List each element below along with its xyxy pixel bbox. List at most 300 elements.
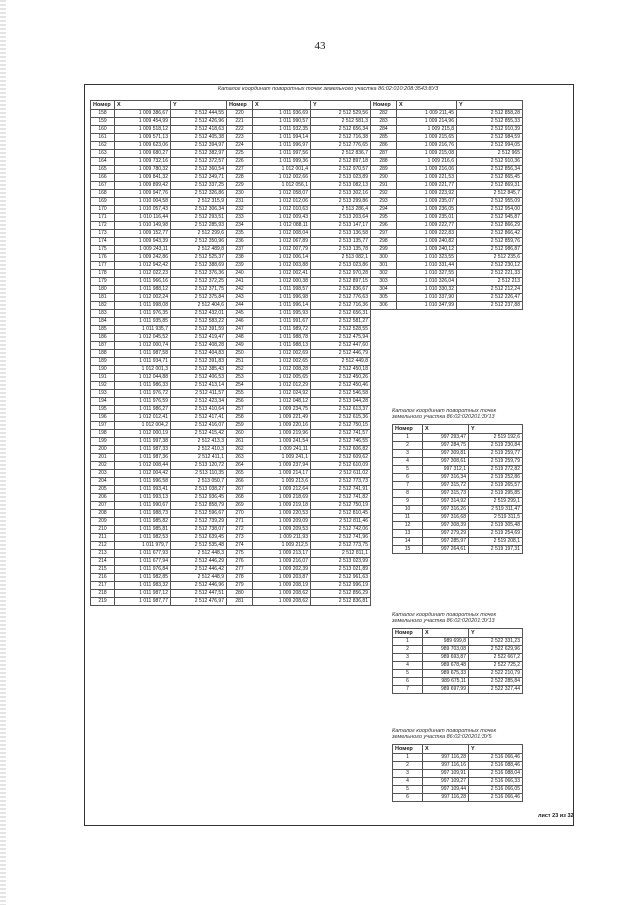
table-row xyxy=(91,270,227,278)
y-coordinate-cell: 2 512 413,14 xyxy=(171,382,227,390)
point-number-cell: 253 xyxy=(227,374,253,382)
x-coordinate-cell: 989 678,48 xyxy=(423,662,469,670)
y-coordinate-cell: 2 512 910,36 xyxy=(457,158,523,166)
table-row xyxy=(91,230,227,238)
y-coordinate-cell: 2 512 945,87 xyxy=(457,214,523,222)
x-coordinate-cell: 1 009 899,42 xyxy=(115,182,171,190)
y-coordinate-cell: 2 512 936,45 xyxy=(171,494,227,502)
table-row xyxy=(393,466,523,474)
point-number-cell: 242 xyxy=(227,286,253,294)
point-number-cell: 245 xyxy=(227,310,253,318)
table-c-caption: Каталог координат поворотных точек земельного участка 86:02:020201:ЗУ13 xyxy=(392,612,497,624)
x-coordinate-cell: 1 009 216,06 xyxy=(397,166,457,174)
x-coordinate-cell: 1 010 004,58 xyxy=(115,198,171,206)
y-coordinate-cell: 2 513 203,64 xyxy=(311,214,371,222)
x-coordinate-cell: 989 703,08 xyxy=(423,646,469,654)
point-number-cell: 260 xyxy=(227,430,253,438)
table-b-caption: Каталог координат поворотных точек земельного участка 86:02:020201:ЗУ13 xyxy=(392,408,497,420)
point-number-cell: 238 xyxy=(227,254,253,262)
point-number-cell: 15 xyxy=(393,546,423,554)
table-row xyxy=(91,430,227,438)
header-row xyxy=(393,745,523,754)
y-coordinate-cell: 2 516 066,33 xyxy=(469,778,523,786)
x-coordinate-cell: 1 009 223,92 xyxy=(397,190,457,198)
x-coordinate-cell: 997 308,61 xyxy=(423,458,469,466)
x-coordinate-cell: 997 315,73 xyxy=(423,490,469,498)
y-coordinate-cell: 2 512 581,27 xyxy=(311,318,371,326)
point-number-cell: 4 xyxy=(393,662,423,670)
x-coordinate-cell: 1 011 995,93 xyxy=(253,310,311,318)
point-number-cell: 204 xyxy=(91,478,115,486)
x-coordinate-cell: 1 009 213,17 xyxy=(253,550,311,558)
point-number-cell: 184 xyxy=(91,318,115,326)
table-row xyxy=(91,590,227,598)
table-row xyxy=(227,166,371,174)
table-row xyxy=(227,414,371,422)
y-coordinate-cell: 2 512 897,18 xyxy=(311,158,371,166)
x-coordinate-cell: 1 009 222,77 xyxy=(397,222,457,230)
table-row xyxy=(371,214,523,222)
table-row xyxy=(91,494,227,502)
table-row xyxy=(393,670,523,678)
table-row xyxy=(227,206,371,214)
table-row xyxy=(227,110,371,118)
x-coordinate-cell: 1 011 988,73 xyxy=(115,510,171,518)
y-coordinate-cell: 2 512 447,60 xyxy=(311,342,371,350)
y-coordinate-cell: 2 512 613,37 xyxy=(311,406,371,414)
y-coordinate-cell: 2 512 750,15 xyxy=(311,422,371,430)
col-header-number: Номер xyxy=(91,101,115,110)
table-row xyxy=(227,390,371,398)
x-coordinate-cell: 1 009 219,18 xyxy=(253,502,311,510)
x-coordinate-cell: 1 012 001,4 xyxy=(253,166,311,174)
point-number-cell: 244 xyxy=(227,302,253,310)
x-coordinate-cell: 1 009 221,53 xyxy=(397,174,457,182)
x-coordinate-cell: 1 010 116,44 xyxy=(115,214,171,222)
table-row xyxy=(371,302,523,310)
coord-table-1 xyxy=(90,100,227,606)
x-coordinate-cell: 1 011 976,59 xyxy=(115,398,171,406)
x-coordinate-cell: 1 009 203,87 xyxy=(253,574,311,582)
y-coordinate-cell: 2 512 986,87 xyxy=(457,246,523,254)
y-coordinate-cell: 2 519 299,1 xyxy=(469,498,523,506)
point-number-cell: 265 xyxy=(227,470,253,478)
y-coordinate-cell: 2 512 856,29 xyxy=(311,590,371,598)
point-number-cell: 233 xyxy=(227,214,253,222)
y-coordinate-cell: 2 512 897,15 xyxy=(311,278,371,286)
x-coordinate-cell: 1 009 211,93 xyxy=(253,534,311,542)
y-coordinate-cell: 2 512 954,00 xyxy=(457,206,523,214)
point-number-cell: 288 xyxy=(371,158,397,166)
y-coordinate-cell: 2 512 385,43 xyxy=(171,366,227,374)
x-coordinate-cell: 1 012 000,19 xyxy=(115,430,171,438)
table-row xyxy=(91,158,227,166)
y-coordinate-cell: 2 512 776,65 xyxy=(311,142,371,150)
table-row xyxy=(91,390,227,398)
y-coordinate-cell: 2 512 489,8 xyxy=(171,246,227,254)
point-number-cell: 168 xyxy=(91,190,115,198)
x-coordinate-cell: 1 009 518,12 xyxy=(115,126,171,134)
y-coordinate-cell: 2 513 410,64 xyxy=(171,406,227,414)
x-coordinate-cell: 1 011 932,35 xyxy=(253,126,311,134)
x-coordinate-cell: 1 011 988,13 xyxy=(253,342,311,350)
table-row xyxy=(227,502,371,510)
point-number-cell: 272 xyxy=(227,526,253,534)
table-row xyxy=(371,166,523,174)
table-row xyxy=(227,446,371,454)
y-coordinate-cell: 2 512 306,34 xyxy=(171,206,227,214)
y-coordinate-cell: 2 512 404,6 xyxy=(171,302,227,310)
table-row xyxy=(91,478,227,486)
table-row xyxy=(91,366,227,374)
y-coordinate-cell: 2 519 259,77 xyxy=(469,450,523,458)
x-coordinate-cell: 1 010 323,55 xyxy=(397,254,457,262)
y-coordinate-cell: 2 513 147,17 xyxy=(311,222,371,230)
x-coordinate-cell: 1 012 012,29 xyxy=(253,382,311,390)
col-header-x: X xyxy=(423,425,469,434)
table-row xyxy=(393,530,523,538)
table-row xyxy=(91,438,227,446)
table-row xyxy=(91,358,227,366)
x-coordinate-cell: 1 011 996,98 xyxy=(253,294,311,302)
x-coordinate-cell: 1 012 010,63 xyxy=(253,206,311,214)
y-coordinate-cell: 2 513 110,35 xyxy=(171,470,227,478)
x-coordinate-cell: 1 012 044,88 xyxy=(115,374,171,382)
table-row xyxy=(227,294,371,302)
table-row xyxy=(91,126,227,134)
x-coordinate-cell: 1 010 057,43 xyxy=(115,206,171,214)
x-coordinate-cell: 1 010 337,90 xyxy=(397,294,457,302)
x-coordinate-cell: 1 009 209,09 xyxy=(253,518,311,526)
x-coordinate-cell: 1 012 067,89 xyxy=(253,238,311,246)
header-row xyxy=(371,101,523,110)
col-header-y: Y xyxy=(469,425,523,434)
table-row xyxy=(227,550,371,558)
x-coordinate-cell: 1 009 680,27 xyxy=(115,150,171,158)
x-coordinate-cell: 1 011 990,67 xyxy=(115,502,171,510)
point-number-cell: 5 xyxy=(393,466,423,474)
table-row xyxy=(393,770,523,778)
table-row xyxy=(91,174,227,182)
point-number-cell: 295 xyxy=(371,214,397,222)
table-row xyxy=(393,794,523,802)
x-coordinate-cell: 1 009 212,64 xyxy=(253,486,311,494)
point-number-cell: 3 xyxy=(393,450,423,458)
y-coordinate-cell: 2 512 475,94 xyxy=(311,334,371,342)
x-coordinate-cell: 997 109,91 xyxy=(423,770,469,778)
x-coordinate-cell: 1 009 235,01 xyxy=(397,214,457,222)
point-number-cell: 250 xyxy=(227,350,253,358)
table-row xyxy=(393,482,523,490)
point-number-cell: 290 xyxy=(371,174,397,182)
y-coordinate-cell: 2 512 869,31 xyxy=(457,182,523,190)
x-coordinate-cell: 1 009 209,53 xyxy=(253,526,311,534)
x-coordinate-cell: 1 010 326,04 xyxy=(397,278,457,286)
point-number-cell: 254 xyxy=(227,382,253,390)
point-number-cell: 161 xyxy=(91,134,115,142)
x-coordinate-cell: 1 012 004,2 xyxy=(115,422,171,430)
point-number-cell: 234 xyxy=(227,222,253,230)
table-row xyxy=(227,326,371,334)
x-coordinate-cell: 997 279,29 xyxy=(423,530,469,538)
point-number-cell: 209 xyxy=(91,518,115,526)
y-coordinate-cell: 2 512 810,45 xyxy=(311,510,371,518)
table-row xyxy=(393,498,523,506)
col-header-y: Y xyxy=(171,101,227,110)
point-number-cell: 305 xyxy=(371,294,397,302)
y-coordinate-cell: 2 512 811,46 xyxy=(311,518,371,526)
table-row xyxy=(227,558,371,566)
point-number-cell: 196 xyxy=(91,414,115,422)
x-coordinate-cell: 1 012 007,79 xyxy=(253,246,311,254)
x-coordinate-cell: 997 284,75 xyxy=(423,442,469,450)
table-row xyxy=(227,270,371,278)
point-number-cell: 175 xyxy=(91,246,115,254)
point-number-cell: 190 xyxy=(91,366,115,374)
x-coordinate-cell: 1 009 222,83 xyxy=(397,230,457,238)
table-row xyxy=(393,646,523,654)
col-header-x: X xyxy=(115,101,171,110)
y-coordinate-cell: 2 522 285,84 xyxy=(469,678,523,686)
table-row xyxy=(227,574,371,582)
x-coordinate-cell: 1 011 996,97 xyxy=(253,142,311,150)
point-number-cell: 285 xyxy=(371,134,397,142)
point-number-cell: 172 xyxy=(91,222,115,230)
x-coordinate-cell: 1 009 241,54 xyxy=(253,438,311,446)
table-row xyxy=(91,574,227,582)
x-coordinate-cell: 1 009 947,76 xyxy=(115,190,171,198)
x-coordinate-cell: 989 675,11 xyxy=(423,678,469,686)
x-coordinate-cell: 1 011 976,72 xyxy=(115,390,171,398)
x-coordinate-cell: 1 009 212,5 xyxy=(253,542,311,550)
y-coordinate-cell: 2 513 044,28 xyxy=(311,398,371,406)
y-coordinate-cell: 2 512 449,8 xyxy=(311,358,371,366)
x-coordinate-cell: 1 011 976,35 xyxy=(115,310,171,318)
point-number-cell: 10 xyxy=(393,506,423,514)
point-number-cell: 170 xyxy=(91,206,115,214)
x-coordinate-cell: 1 009 208,19 xyxy=(253,582,311,590)
point-number-cell: 271 xyxy=(227,518,253,526)
y-coordinate-cell: 2 512 776,63 xyxy=(311,294,371,302)
y-coordinate-cell: 2 512 444,55 xyxy=(171,110,227,118)
table-row xyxy=(91,254,227,262)
main-caption: Каталог координат поворотных точек земельного участка 86:02:010:208:3543:8У3 xyxy=(217,86,439,92)
y-coordinate-cell: 2 512 811,1 xyxy=(311,550,371,558)
table-row xyxy=(227,582,371,590)
table-row xyxy=(91,406,227,414)
x-coordinate-cell: 1 009 732,16 xyxy=(115,158,171,166)
y-coordinate-cell: 2 519 192,6 xyxy=(469,434,523,442)
y-coordinate-cell: 2 512 230,12 xyxy=(457,262,523,270)
x-coordinate-cell: 1 011 994,14 xyxy=(253,134,311,142)
y-coordinate-cell: 2 519 197,31 xyxy=(469,546,523,554)
x-coordinate-cell: 1 012 088,11 xyxy=(253,222,311,230)
y-coordinate-cell: 2 512 970,57 xyxy=(311,166,371,174)
table-row xyxy=(91,486,227,494)
y-coordinate-cell: 2 512 606,82 xyxy=(311,446,371,454)
table-row xyxy=(227,182,371,190)
x-coordinate-cell: 1 009 240,82 xyxy=(397,238,457,246)
y-coordinate-cell: 2 513 286,4 xyxy=(311,206,371,214)
point-number-cell: 212 xyxy=(91,542,115,550)
table-row xyxy=(227,534,371,542)
table-row xyxy=(393,786,523,794)
y-coordinate-cell: 2 512 419,47 xyxy=(171,334,227,342)
col-header-number: Номер xyxy=(393,629,423,638)
table-row xyxy=(371,222,523,230)
table-row xyxy=(91,206,227,214)
table-row xyxy=(227,470,371,478)
y-coordinate-cell: 2 512 529,56 xyxy=(311,110,371,118)
x-coordinate-cell: 1 009 219,96 xyxy=(253,430,311,438)
table-row xyxy=(91,454,227,462)
point-number-cell: 304 xyxy=(371,286,397,294)
point-number-cell: 306 xyxy=(371,302,397,310)
y-coordinate-cell: 2 512 716,38 xyxy=(311,134,371,142)
y-coordinate-cell: 2 516 066,05 xyxy=(469,786,523,794)
x-coordinate-cell: 1 012 008,28 xyxy=(253,366,311,374)
x-coordinate-cell: 989 693,87 xyxy=(423,654,469,662)
x-coordinate-cell: 1 011 936,69 xyxy=(253,110,311,118)
x-coordinate-cell: 997 316,34 xyxy=(423,474,469,482)
x-coordinate-cell: 1 011 987,33 xyxy=(115,446,171,454)
point-number-cell: 211 xyxy=(91,534,115,542)
table-row xyxy=(91,446,227,454)
y-coordinate-cell: 2 516 066,46 xyxy=(469,754,523,762)
point-number-cell: 6 xyxy=(393,474,423,482)
y-coordinate-cell: 2 512 448,3 xyxy=(171,550,227,558)
x-coordinate-cell: 997 315,72 xyxy=(423,482,469,490)
y-coordinate-cell: 2 513 023,99 xyxy=(311,558,371,566)
point-number-cell: 220 xyxy=(227,110,253,118)
page-number: 43 xyxy=(314,40,326,52)
y-coordinate-cell: 2 519 230,84 xyxy=(469,442,523,450)
table-row xyxy=(227,278,371,286)
y-coordinate-cell: 2 512 337,25 xyxy=(171,182,227,190)
point-number-cell: 269 xyxy=(227,502,253,510)
col-header-x: X xyxy=(397,101,457,110)
table-row xyxy=(227,118,371,126)
point-number-cell: 14 xyxy=(393,538,423,546)
table-row xyxy=(91,326,227,334)
y-coordinate-cell: 2 512 955,09 xyxy=(457,198,523,206)
table-row xyxy=(393,506,523,514)
table-row xyxy=(91,134,227,142)
x-coordinate-cell: 1 009 571,13 xyxy=(115,134,171,142)
point-number-cell: 9 xyxy=(393,498,423,506)
point-number-cell: 5 xyxy=(393,670,423,678)
point-number-cell: 241 xyxy=(227,278,253,286)
x-coordinate-cell: 1 009 242,86 xyxy=(115,254,171,262)
col-header-number: Номер xyxy=(393,745,423,754)
y-coordinate-cell: 2 512 583,22 xyxy=(171,318,227,326)
y-coordinate-cell: 2 512 611,02 xyxy=(311,470,371,478)
table-row xyxy=(227,134,371,142)
point-number-cell: 216 xyxy=(91,574,115,582)
point-number-cell: 279 xyxy=(227,582,253,590)
table-row xyxy=(227,358,371,366)
x-coordinate-cell: 997 312,1 xyxy=(423,466,469,474)
point-number-cell: 247 xyxy=(227,326,253,334)
x-coordinate-cell: 1 009 841,32 xyxy=(115,174,171,182)
table-row xyxy=(227,142,371,150)
table-row xyxy=(227,246,371,254)
x-coordinate-cell: 1 011 934,71 xyxy=(115,358,171,366)
point-number-cell: 180 xyxy=(91,286,115,294)
point-number-cell: 219 xyxy=(91,598,115,606)
x-coordinate-cell: 1 009 237,94 xyxy=(253,462,311,470)
y-coordinate-cell: 2 512 984,59 xyxy=(457,134,523,142)
point-number-cell: 191 xyxy=(91,374,115,382)
x-coordinate-cell: 1 011 986,33 xyxy=(115,382,171,390)
y-coordinate-cell: 2 512 741,82 xyxy=(311,494,371,502)
col-header-y: Y xyxy=(469,745,523,754)
point-number-cell: 267 xyxy=(227,486,253,494)
x-coordinate-cell: 997 109,44 xyxy=(423,786,469,794)
point-number-cell: 275 xyxy=(227,550,253,558)
table-row xyxy=(227,590,371,598)
point-number-cell: 173 xyxy=(91,230,115,238)
x-coordinate-cell: 997 285,97 xyxy=(423,538,469,546)
point-number-cell: 283 xyxy=(371,118,397,126)
y-coordinate-cell: 2 512 450,46 xyxy=(311,382,371,390)
x-coordinate-cell: 1 009 243,11 xyxy=(115,246,171,254)
table-row xyxy=(371,158,523,166)
point-number-cell: 223 xyxy=(227,134,253,142)
table-row xyxy=(227,382,371,390)
x-coordinate-cell: 1 009 215,8 xyxy=(397,126,457,134)
table-row xyxy=(227,222,371,230)
x-coordinate-cell: 1 011 993,13 xyxy=(115,494,171,502)
point-number-cell: 162 xyxy=(91,142,115,150)
point-number-cell: 232 xyxy=(227,206,253,214)
y-coordinate-cell: 2 512 213 xyxy=(457,278,523,286)
x-coordinate-cell: 1 009 236,05 xyxy=(397,206,457,214)
x-coordinate-cell: 1 009 211,45 xyxy=(397,110,457,118)
x-coordinate-cell: 997 308,39 xyxy=(423,522,469,530)
x-coordinate-cell: 1 009 216,07 xyxy=(253,558,311,566)
point-number-cell: 240 xyxy=(227,270,253,278)
x-coordinate-cell: 997 264,61 xyxy=(423,546,469,554)
y-coordinate-cell: 2 512 476,97 xyxy=(171,598,227,606)
table-row xyxy=(91,398,227,406)
point-number-cell: 297 xyxy=(371,230,397,238)
y-coordinate-cell: 2 512 866,42 xyxy=(457,230,523,238)
y-coordinate-cell: 2 512 415,42 xyxy=(171,430,227,438)
x-coordinate-cell: 1 011 997,56 xyxy=(253,150,311,158)
y-coordinate-cell: 2 522 331,23 xyxy=(469,638,523,646)
y-coordinate-cell: 2 512 350,96 xyxy=(171,238,227,246)
point-number-cell: 298 xyxy=(371,238,397,246)
point-number-cell: 174 xyxy=(91,238,115,246)
x-coordinate-cell: 1 011 989,72 xyxy=(253,326,311,334)
point-number-cell: 263 xyxy=(227,454,253,462)
table-row xyxy=(91,150,227,158)
table-row xyxy=(227,566,371,574)
x-coordinate-cell: 1 011 998,57 xyxy=(253,286,311,294)
y-coordinate-cell: 2 512 405,38 xyxy=(171,134,227,142)
point-number-cell: 208 xyxy=(91,510,115,518)
y-coordinate-cell: 2 513 038,27 xyxy=(171,486,227,494)
y-coordinate-cell: 2 512 866,29 xyxy=(457,222,523,230)
y-coordinate-cell: 2 519 259,79 xyxy=(469,458,523,466)
point-number-cell: 249 xyxy=(227,342,253,350)
point-number-cell: 287 xyxy=(371,150,397,158)
x-coordinate-cell: 1 011 986,27 xyxy=(115,406,171,414)
y-coordinate-cell: 2 512 416,07 xyxy=(171,422,227,430)
coord-table-2 xyxy=(226,100,371,606)
table-row xyxy=(227,230,371,238)
